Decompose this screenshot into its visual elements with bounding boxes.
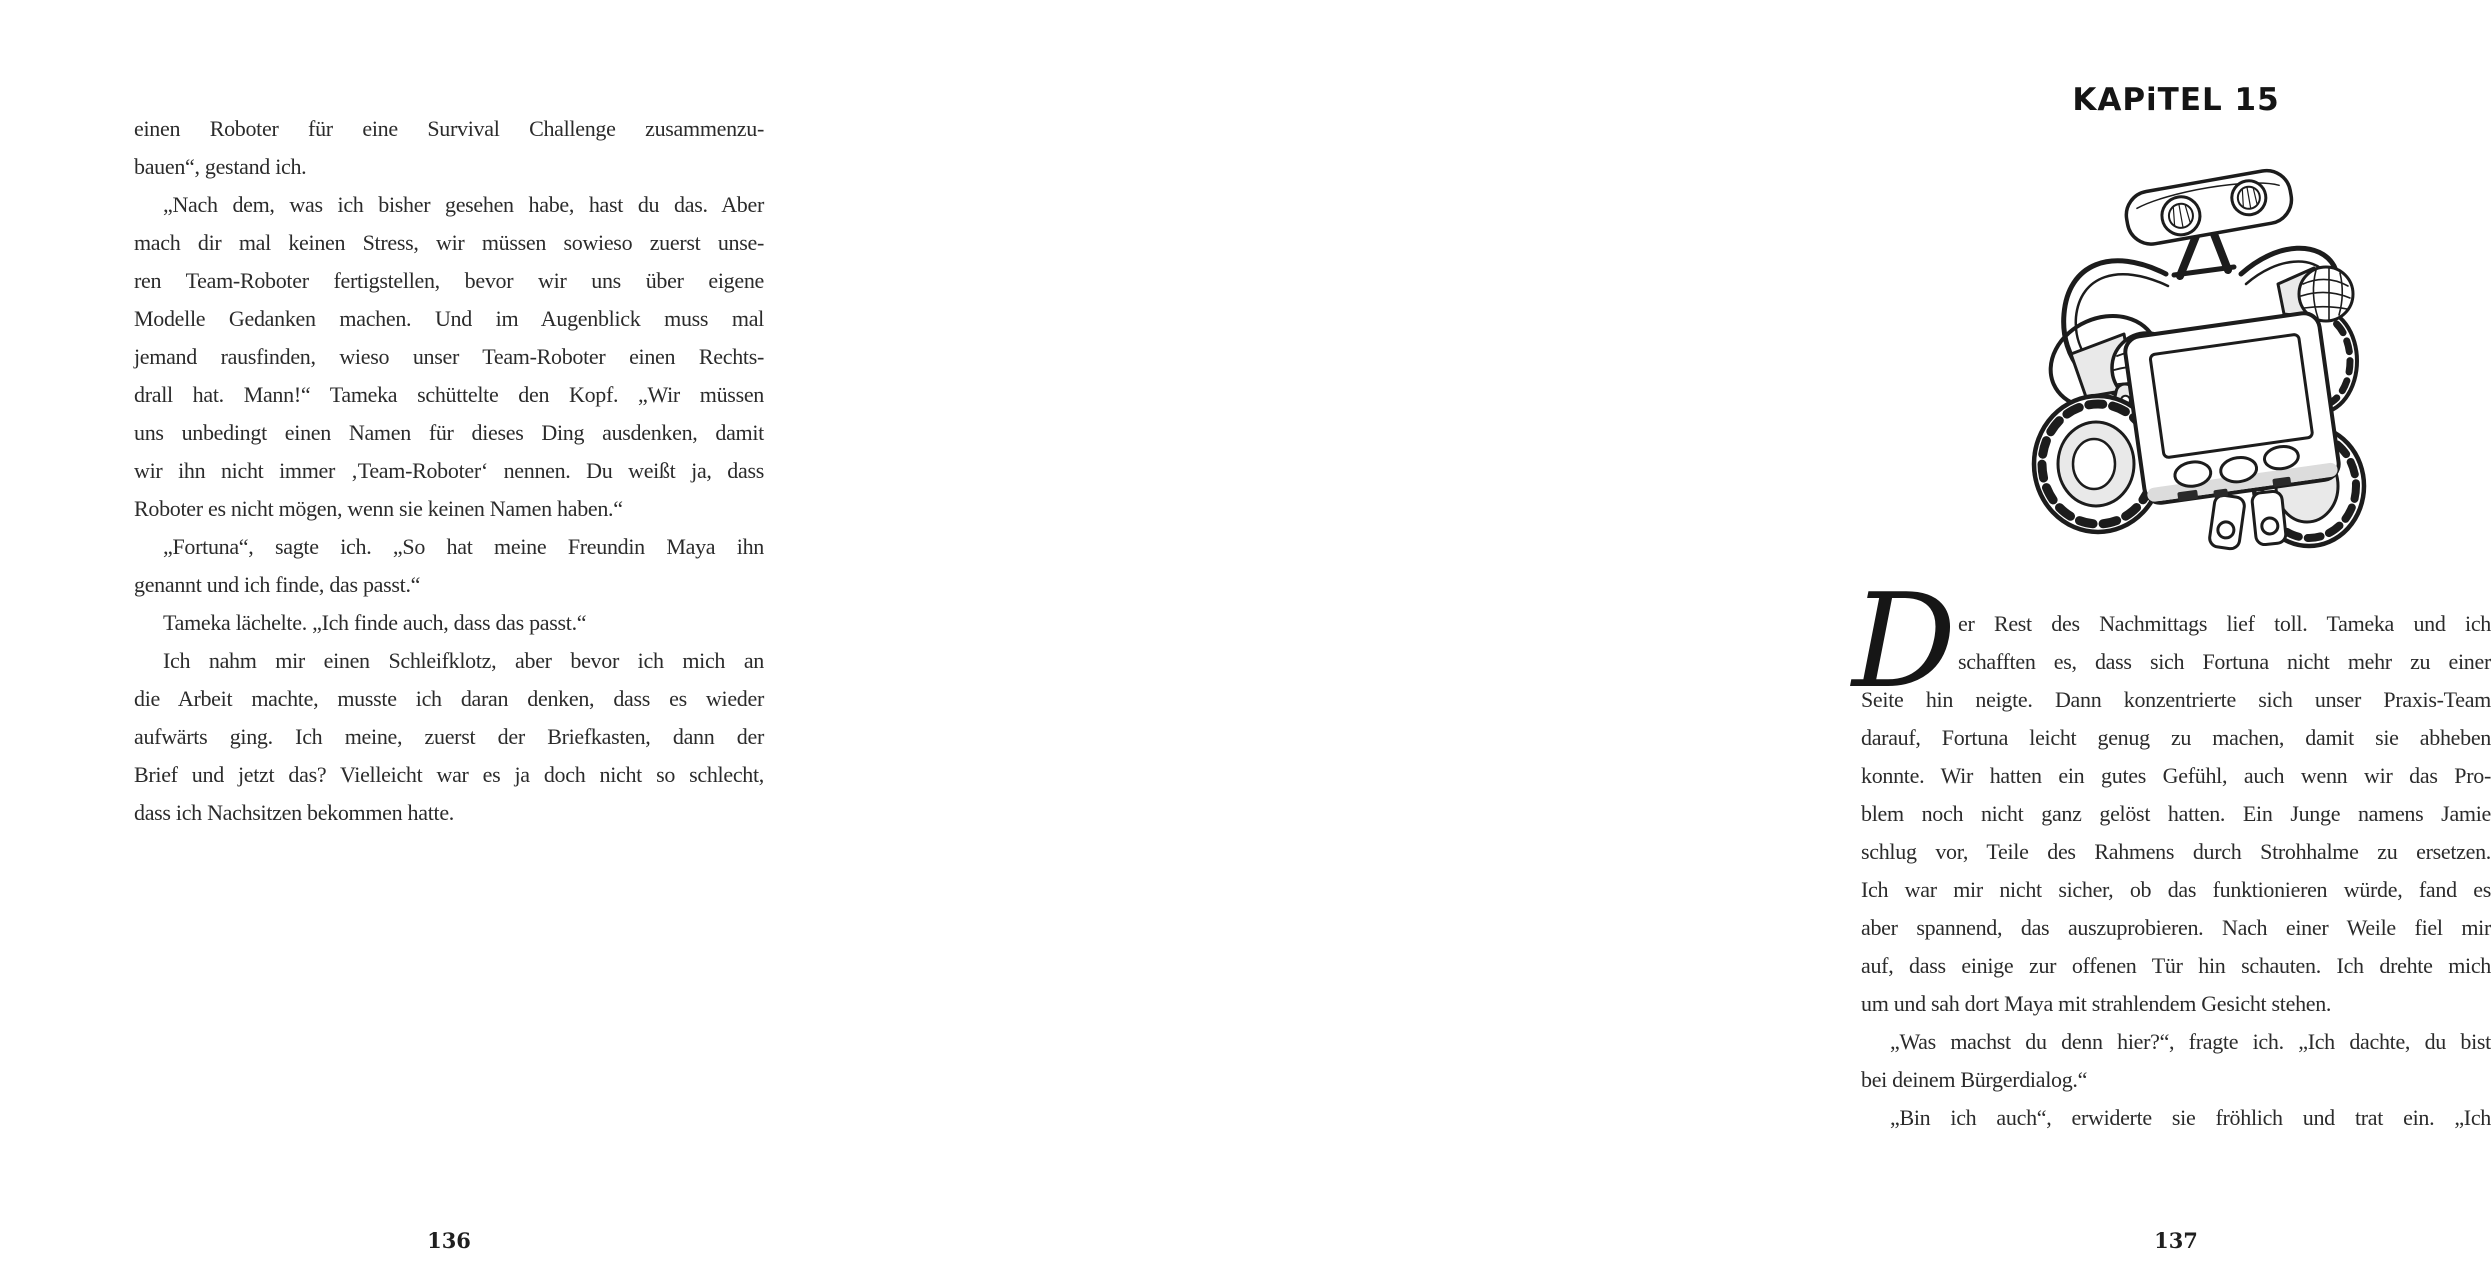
book-page-right	[878, 0, 2491, 1280]
text-line: „Fortuna“, sagte ich. „So hat meine Freundin Maya ihn	[163, 534, 764, 559]
left-page-text-column	[134, 110, 764, 832]
text-line: „Nach dem, was ich bisher gesehen habe, hast du das. Aber	[163, 192, 764, 217]
chapter-title: KAPiTEL 15	[2072, 82, 2280, 118]
page-number-left: 136	[427, 1228, 471, 1253]
text-line: Seite hin neigte. Dann konzentrierte sich unser Praxis-Team	[1861, 687, 2491, 712]
text-line: dass ich Nachsitzen bekommen hatte.	[134, 800, 455, 825]
text-line: drall hat. Mann!“ Tameka schüttelte den Kopf. „Wir müssen	[134, 382, 764, 407]
text-line: jemand rausfinden, wieso unser Team-Roboter einen Rechts-	[134, 344, 764, 369]
drop-cap: D	[1852, 565, 1957, 717]
text-line: blem noch nicht ganz gelöst hatten. Ein Junge namens Jamie	[1861, 801, 2491, 826]
text-line: einen Roboter für eine Survival Challenge zusammenzu-	[134, 116, 764, 141]
text-line: wir ihn nicht immer ‚Team-Roboter‘ nennen. Du weißt ja, dass	[134, 458, 764, 483]
text-line: Roboter es nicht mögen, wenn sie keinen Namen haben.“	[134, 496, 623, 521]
book-page-left	[0, 0, 878, 1280]
text-line: Brief und jetzt das? Vielleicht war es ja doch nicht so schlecht,	[134, 762, 764, 787]
text-line: Modelle Gedanken machen. Und im Augenblick muss mal	[134, 306, 764, 331]
text-line: bauen“, gestand ich.	[134, 154, 307, 179]
text-line: uns unbedingt einen Namen für dieses Ding ausdenken, damit	[134, 420, 764, 445]
text-line: schlug vor, Teile des Rahmens durch Strohhalme zu ersetzen.	[1861, 839, 2491, 864]
text-line: darauf, Fortuna leicht genug zu machen, damit sie abheben	[1861, 725, 2491, 750]
robot-illustration	[2016, 156, 2346, 558]
text-line: aufwärts ging. Ich meine, zuerst der Briefkasten, dann der	[134, 724, 764, 749]
text-line: konnte. Wir hatten ein gutes Gefühl, auch wenn wir das Pro-	[1861, 763, 2491, 788]
text-line: genannt und ich finde, das passt.“	[134, 572, 421, 597]
text-line: „Was machst du denn hier?“, fragte ich. „Ich dachte, du bist	[1890, 1029, 2491, 1054]
text-line: um und sah dort Maya mit strahlendem Gesicht stehen.	[1861, 991, 2332, 1016]
text-line: schafften es, dass sich Fortuna nicht mehr zu einer	[1958, 649, 2491, 674]
right-page-text-column	[1861, 605, 2491, 1137]
text-line: Ich nahm mir einen Schleifklotz, aber bevor ich mich an	[163, 648, 764, 673]
text-line: auf, dass einige zur offenen Tür hin schauten. Ich drehte mich	[1861, 953, 2491, 978]
text-line: er Rest des Nachmittags lief toll. Tameka und ich	[1958, 611, 2491, 636]
text-line: Ich war mir nicht sicher, ob das funktionieren würde, fand es	[1861, 877, 2491, 902]
text-line: aber spannend, das auszuprobieren. Nach einer Weile fiel mir	[1861, 915, 2491, 940]
text-line: Tameka lächelte. „Ich finde auch, dass das passt.“	[163, 610, 587, 635]
text-line: „Bin ich auch“, erwiderte sie fröhlich und trat ein. „Ich	[1890, 1105, 2491, 1130]
text-line: mach dir mal keinen Stress, wir müssen sowieso zuerst unse-	[134, 230, 764, 255]
text-line: die Arbeit machte, musste ich daran denken, dass es wieder	[134, 686, 764, 711]
page-number-right: 137	[2154, 1228, 2198, 1253]
text-line: ren Team-Roboter fertigstellen, bevor wir uns über eigene	[134, 268, 764, 293]
text-line: bei deinem Bürgerdialog.“	[1861, 1067, 2088, 1092]
